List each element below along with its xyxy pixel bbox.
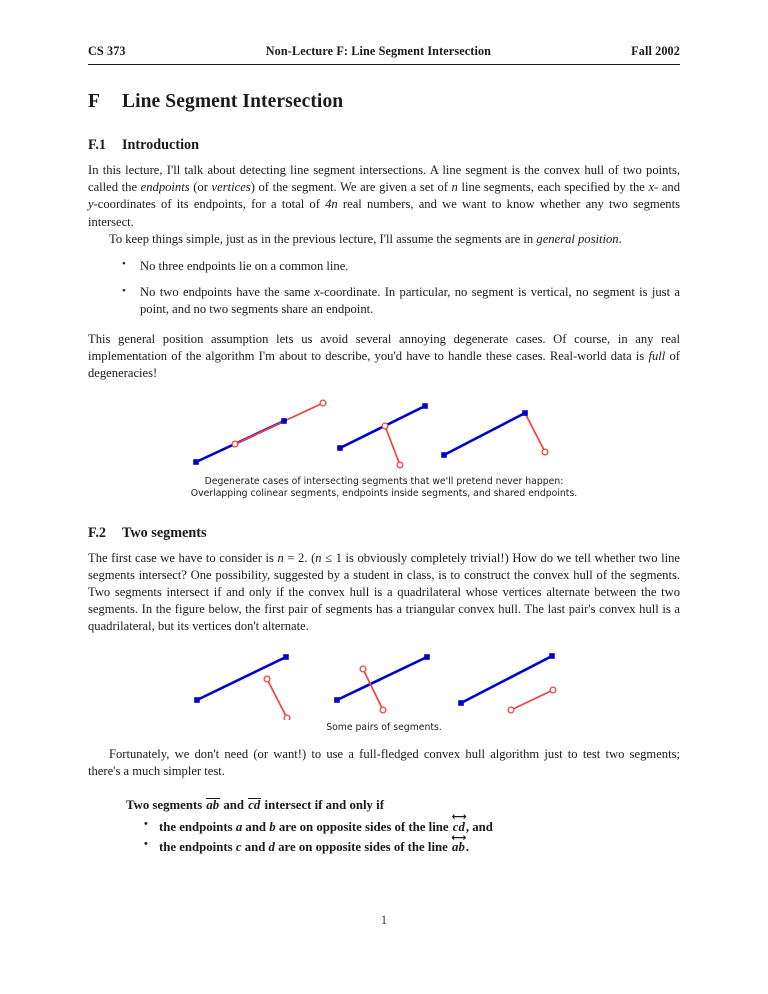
condition-prefix: the endpoints	[159, 840, 233, 855]
left-right-arrow-icon: ⟷	[451, 811, 467, 824]
list-item	[144, 811, 680, 837]
header-course: CS 373	[88, 44, 126, 58]
caption-line: Overlapping colinear segments, endpoints inside segments, and shared endpoints.	[190, 488, 578, 500]
page-title	[88, 91, 680, 113]
blue-endpoint-marker	[194, 697, 200, 703]
line-cd-text: cd	[452, 819, 465, 834]
blue-endpoint-marker	[422, 403, 428, 409]
intersection-theorem	[88, 796, 680, 857]
blue-endpoint-marker	[522, 410, 528, 416]
line-ab-text: ab	[452, 840, 465, 855]
page-content	[88, 44, 680, 859]
blue-endpoint-marker	[549, 653, 555, 659]
pairs-of-segments-diagram	[174, 648, 594, 720]
red-endpoint-marker	[380, 707, 386, 713]
section-heading-f2	[88, 525, 680, 542]
blue-endpoint-marker	[283, 654, 289, 660]
condition-prefix: the endpoints	[159, 819, 233, 834]
general-position-list	[88, 258, 680, 319]
section-number-f1: F.1	[88, 137, 107, 153]
section-title-f1: Introduction	[122, 137, 199, 153]
red-endpoint-marker	[284, 715, 290, 720]
theorem-conditions	[126, 811, 680, 857]
red-endpoint-marker	[264, 676, 270, 682]
red-segment	[385, 426, 400, 465]
blue-segment	[461, 656, 552, 703]
theorem-lead-suffix: intersect if and only if	[264, 798, 384, 813]
blue-endpoint-marker	[424, 654, 430, 660]
degenerate-case-overlapping	[193, 400, 326, 465]
blue-segment	[444, 413, 525, 455]
condition-middle: are on opposite sides of the line	[278, 840, 448, 855]
paragraph-simpler-test: Fortunately, we don't need (or want!) to use a full-fledged convex hull algorithm just to test two segments; there's a much simpler test.	[88, 746, 680, 778]
blue-endpoint-marker	[441, 452, 447, 458]
list-item: • No three endpoints lie on a common line.	[122, 258, 680, 275]
red-endpoint-marker	[542, 449, 548, 455]
list-item: • No two endpoints have the same x-coordinate. In particular, no segment is vertical, no segment is just a point, and no two segments share an endpoint.	[122, 284, 680, 318]
list-item	[144, 831, 680, 857]
red-endpoint-marker	[550, 687, 556, 693]
segment-cd-label: cd	[248, 798, 261, 813]
header-term: Fall 2002	[631, 44, 680, 58]
running-header	[88, 44, 680, 65]
theorem-lead-mid: and	[223, 798, 245, 813]
condition-suffix: .	[465, 840, 470, 855]
red-endpoint-marker	[232, 441, 238, 447]
red-endpoint-marker	[397, 462, 403, 468]
header-lecture: Non-Lecture F: Line Segment Intersection	[265, 44, 492, 58]
blue-endpoint-marker	[193, 459, 199, 465]
section-heading-f1	[88, 137, 680, 154]
red-segment	[525, 413, 545, 452]
figure-caption-pairs	[88, 722, 680, 734]
red-segment	[267, 679, 287, 718]
point-c-label: c	[235, 840, 242, 855]
chapter-title: Line Segment Intersection	[122, 91, 344, 112]
figure-degenerate-cases	[88, 396, 680, 501]
chapter-number: F	[88, 91, 101, 112]
caption-line: Degenerate cases of intersecting segments that we'll pretend never happen:	[204, 476, 564, 488]
caption-line: Some pairs of segments.	[326, 721, 442, 733]
segment-ab-label: ab	[206, 798, 220, 813]
red-endpoint-marker	[360, 666, 366, 672]
red-endpoint-marker	[320, 400, 326, 406]
page-number: 1	[380, 913, 388, 927]
segment-pair-3	[458, 653, 556, 713]
red-endpoint-marker	[508, 707, 514, 713]
blue-endpoint-marker	[334, 697, 340, 703]
line-ab-label	[451, 831, 466, 855]
blue-endpoint-marker	[337, 445, 343, 451]
paragraph-intro-1: In this lecture, I'll talk about detecting line segment intersections. A line segment is the convex hull of two points, called the endpoints (or vertices) of the segment. We are given a set of n line segments, each specified by the x- and y-coordinates of its endpoints, for a total of 4n real numbers, and we want to know whether any two segments intersect.	[88, 163, 681, 229]
red-segment	[363, 669, 383, 710]
degenerate-case-endpoint-inside	[337, 403, 428, 468]
red-segment	[235, 403, 323, 444]
figure-some-pairs	[88, 648, 680, 734]
segment-pair-2	[334, 654, 430, 713]
section-title-f2: Two segments	[122, 524, 207, 541]
paragraph-degeneracies: This general position assumption lets us avoid several annoying degenerate cases. Of course, in any real implementation of the algorithm I'm about to describe, you'd have to handle these cases. Real-world data is full of degeneracies!	[88, 331, 680, 380]
left-right-arrow-icon: ⟷	[451, 831, 466, 844]
theorem-statement	[126, 796, 680, 815]
blue-segment	[197, 657, 286, 700]
section-number-f2: F.2	[88, 524, 107, 541]
condition-conj: and	[245, 819, 267, 834]
point-d-label: d	[268, 840, 275, 855]
degenerate-case-shared-endpoint	[441, 410, 548, 458]
red-segment	[511, 690, 553, 710]
paragraph-intro-2: To keep things simple, just as in the previous lecture, I'll assume the segments are in general position.	[109, 231, 622, 246]
paragraph-two-segments: The first case we have to consider is n = 2. (n ≤ 1 is obviously completely trivial!) How do we tell whether two line segments intersect? One possibility, suggested by a student in class, is to construct the convex hull of the segments. Two segments intersect if and only if the convex hull is a quadrilateral whose vertices alternate between the two segments. In the figure below, the first pair of segments has a triangular convex hull. The last pair's convex hull is a quadrilateral, but its vertices don't alternate.	[88, 550, 681, 634]
segment-pair-1	[194, 654, 290, 720]
blue-endpoint-marker	[458, 700, 464, 706]
point-b-label: b	[269, 819, 276, 834]
figure-caption-degenerate	[88, 476, 680, 501]
blue-endpoint-marker	[281, 418, 287, 424]
degenerate-cases-diagram	[174, 396, 594, 474]
condition-suffix: , and	[465, 819, 493, 834]
point-a-label: a	[235, 819, 243, 834]
red-endpoint-marker	[382, 423, 388, 429]
condition-middle: are on opposite sides of the line	[278, 819, 449, 834]
theorem-lead-prefix: Two segments	[126, 798, 203, 813]
condition-conj: and	[244, 840, 266, 855]
blue-segment	[337, 657, 427, 700]
